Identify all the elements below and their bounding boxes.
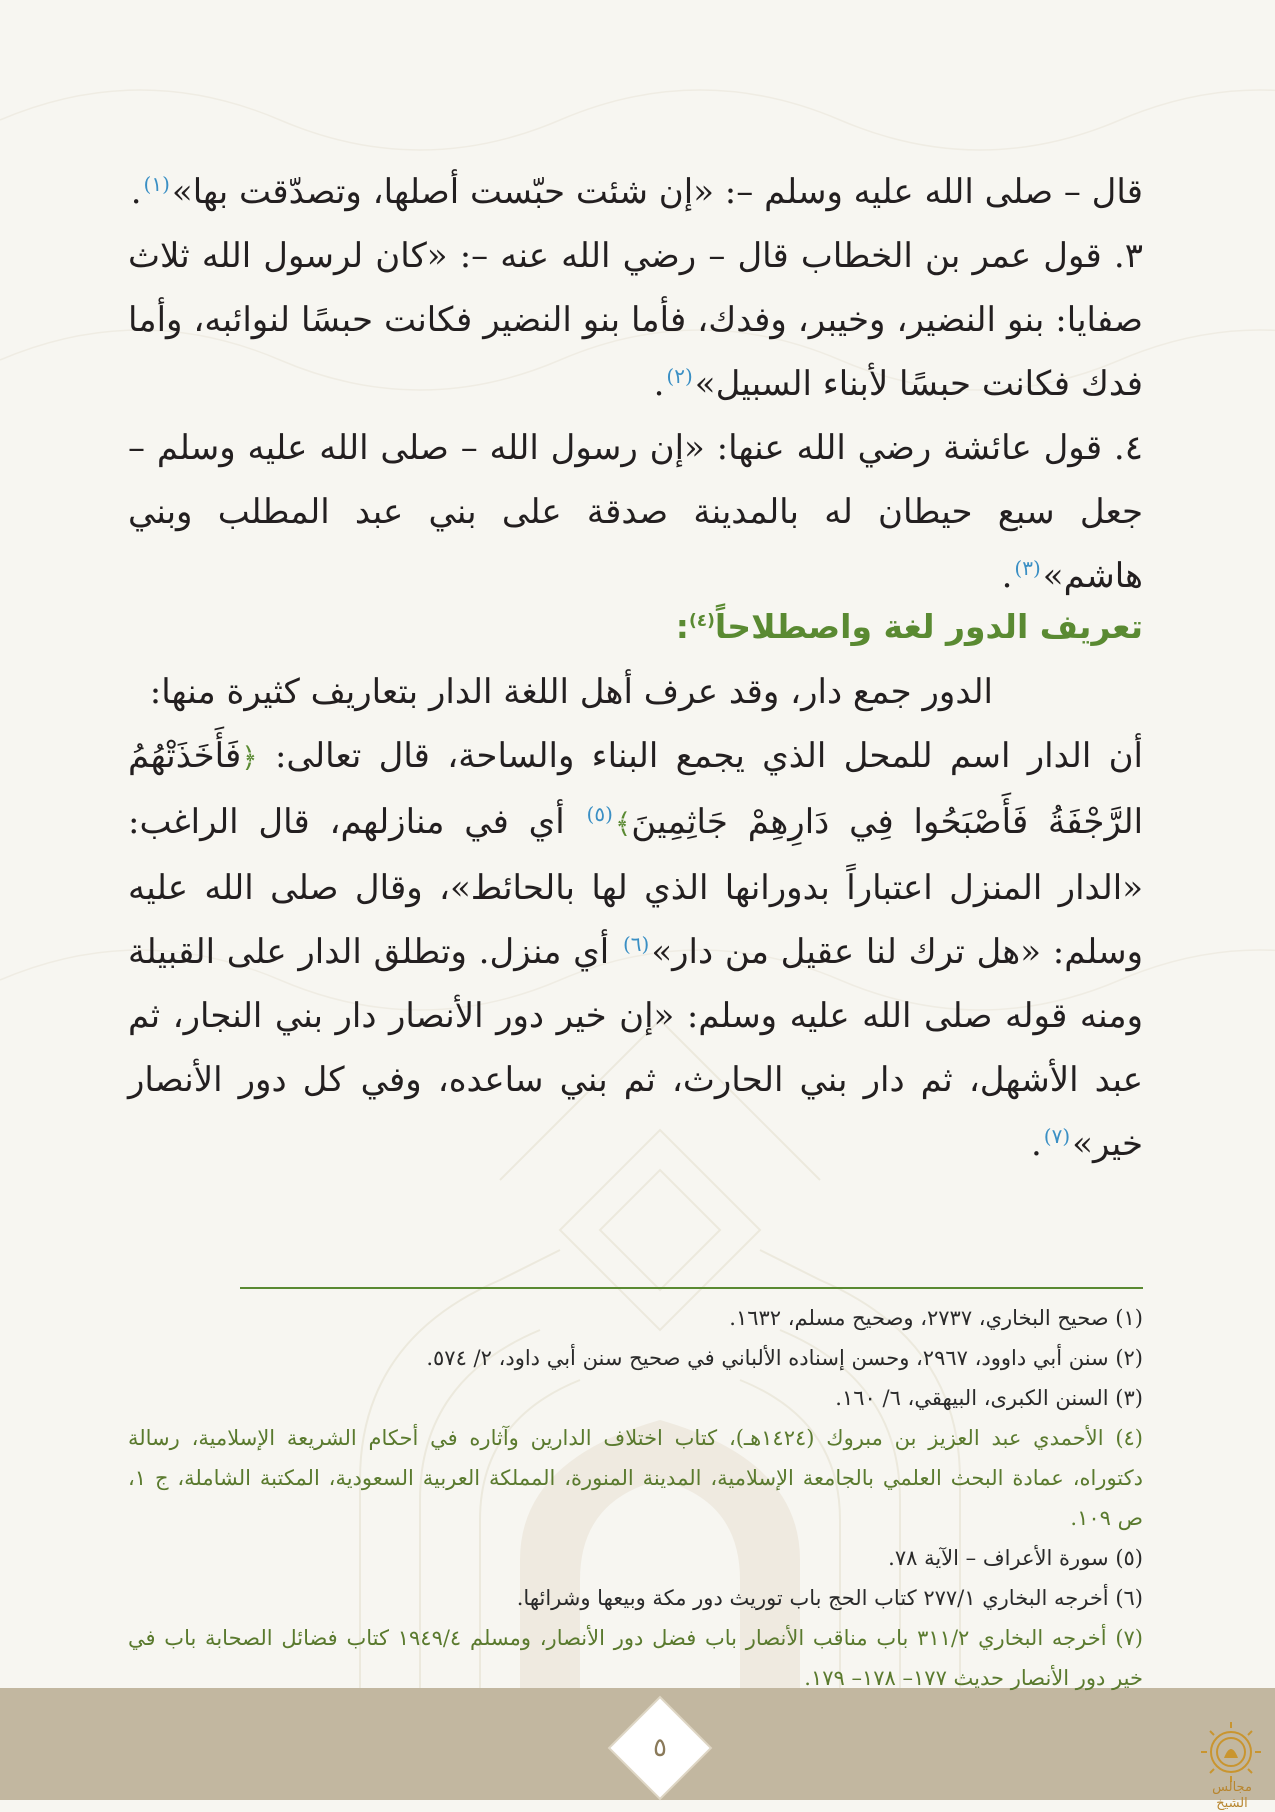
- footnote-5: (٥) سورة الأعراف – الآية ٧٨.: [888, 1546, 1143, 1570]
- footnote-3: (٣) السنن الكبرى، البيهقي، ٦/ ١٦٠.: [835, 1386, 1143, 1410]
- footnote-ref-3[interactable]: (٣): [1014, 555, 1041, 580]
- quran-verse: فَأَخَذَتْهُمُ الرَّجْفَةُ فَأَصْبَحُوا فِي دَارِهِمْ جَاثِمِينَ: [128, 736, 1144, 842]
- footnote-ref-5[interactable]: (٥): [586, 801, 613, 826]
- footnote-separator: [240, 1287, 1143, 1289]
- paragraph-1: قال – صلى الله عليه وسلم –: «إن شئت حبّست أصلها، وتصدّقت بها»$^{(١)}$.: [130, 171, 1143, 212]
- footnote-6: (٦) أخرجه البخاري ٢٧٧/١ كتاب الحج باب توريث دور مكة وبيعها وشرائها.: [516, 1586, 1143, 1610]
- footnote-4: (٤) الأحمدي عبد العزيز بن مبروك (١٤٢٤هـ)، كتاب اختلاف الدارين وآثاره في أحكام الشريعة الإسلامية، رسالة دكتوراه، عمادة البحث العلمي بالجامعة الإسلامية، المدينة المنورة، المملكة العربية السعودية، المكتبة الشاملة، ج ١، ص ١٠٩.: [128, 1426, 1143, 1530]
- logo-text: مجالس الشيخ: [1212, 1780, 1252, 1811]
- definition-intro: الدور جمع دار، وقد عرف أهل اللغة الدار بتعاريف كثيرة منها:: [149, 672, 993, 712]
- footnote-ref-1[interactable]: (١): [143, 171, 170, 196]
- page-number: ٥: [653, 1733, 667, 1763]
- quran-bracket-close-icon: ﴾: [614, 807, 632, 840]
- footnote-ref-4[interactable]: (٤): [688, 611, 715, 631]
- paragraph-2: ٣. قول عمر بن الخطاب قال – رضي الله عنه –: «كان لرسول الله ثلاث صفايا: بنو النضير، وخيبر، وفدك، فأما بنو النضير فكانت حبسًا لنوائبه، وأما فدك فكانت حبسًا لأبناء السبيل»$^{(٢)}$.: [128, 236, 1143, 404]
- footnote-2: (٢) سنن أبي داوود، ٢٩٦٧، وحسن إسناده الألباني في صحيح سنن أبي داود، ٢/ ٥٧٤.: [426, 1346, 1143, 1370]
- body-top: [128, 160, 1143, 608]
- paragraph-3: ٤. قول عائشة رضي الله عنها: «إن رسول الله – صلى الله عليه وسلم – جعل سبع حيطان له بالمدينة صدقة على بني عبد المطلب وبني هاشم»$^{(٣)}$.: [128, 428, 1143, 596]
- definition-paragraph: أن الدار اسم للمحل الذي يجمع البناء والساحة، قال تعالى: ﴿فَأَخَذَتْهُمُ الرَّجْفَةُ فَأَصْبَحُوا فِي دَارِهِمْ جَاثِمِينَ﴾$^{(٥)}$ أي في منازلهم، قال الراغب: «الدار المنزل اعتباراً بدورانها الذي لها بالحائط»، وقال صلى الله عليه وسلم: «هل ترك لنا عقيل من دار»$^{(٦)}$ أي منزل. وتطلق الدار على القبيلة ومنه قوله صلى الله عليه وسلم: «إن خير دور الأنصار دار بني النجار، ثم عبد الأشهل، ثم دار بني الحارث، ثم بني ساعده، وفي كل دور الأنصار خير»$^{(٧)}$.: [128, 736, 1144, 1164]
- section-title: تعريف الدور لغة واصطلاحاً$^{(٤)}$:: [675, 607, 1143, 646]
- footnote-ref-6[interactable]: (٦): [622, 931, 650, 956]
- footnotes: [128, 1298, 1143, 1698]
- quran-bracket-open-icon: ﴿: [241, 741, 258, 774]
- definition-body: [128, 660, 1143, 1176]
- footnote-ref-7[interactable]: (٧): [1043, 1123, 1071, 1148]
- footnote-ref-2[interactable]: (٢): [666, 363, 693, 388]
- footnote-1: (١) صحيح البخاري، ٢٧٣٧، وصحيح مسلم، ١٦٣٢.: [729, 1306, 1143, 1330]
- footnote-7: (٧) أخرجه البخاري ٣١١/٢ باب مناقب الأنصار باب فضل دور الأنصار، ومسلم ١٩٤٩/٤ كتاب فضائل الصحابة باب في خير دور الأنصار حديث ١٧٧– ١٧٨– ١٧٩.: [128, 1626, 1143, 1690]
